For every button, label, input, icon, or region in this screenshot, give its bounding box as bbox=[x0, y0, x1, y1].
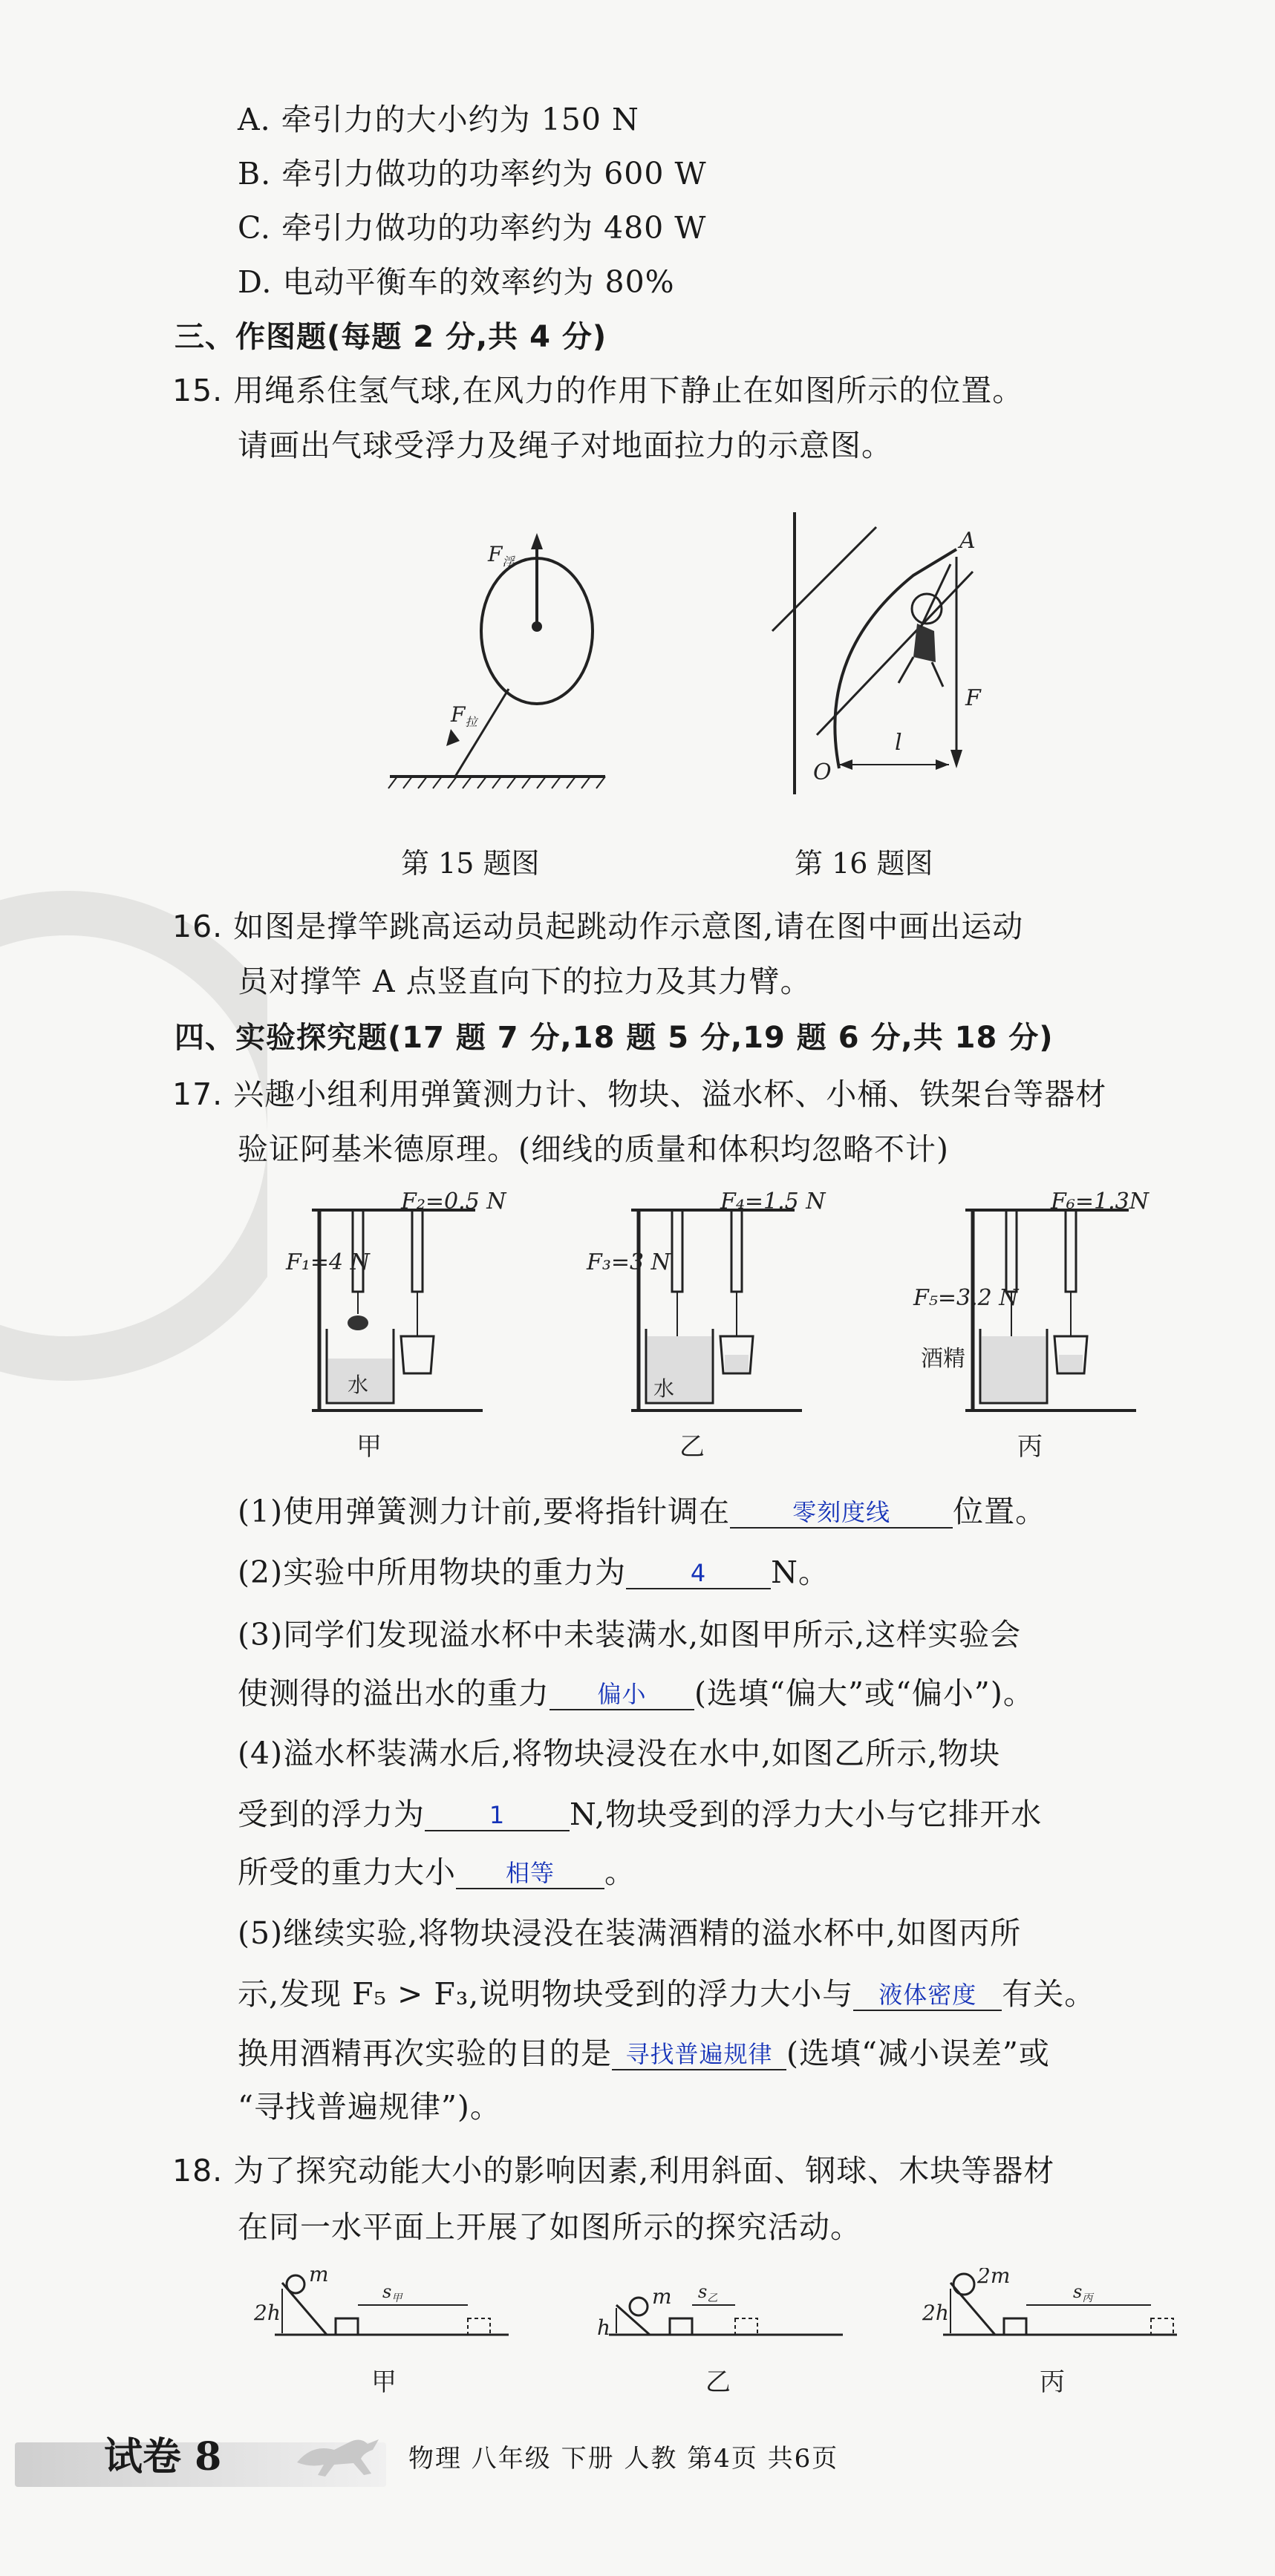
q17-part3-line1: (3)同学们发现溢水杯中未装满水,如图甲所示,这样实验会 bbox=[238, 1617, 1022, 1653]
option-d: D. 电动平衡车的效率约为 80% bbox=[238, 264, 675, 300]
q17-part4-answer2: 相等 bbox=[456, 1858, 604, 1889]
figure-18 bbox=[252, 2268, 1218, 2409]
q17-part3-answer: 偏小 bbox=[550, 1679, 694, 1710]
svg-text:s乙: $s_乙$ bbox=[698, 2281, 718, 2304]
q17-part5-answer1: 液体密度 bbox=[853, 1980, 1002, 2011]
fig18-setup-bing bbox=[922, 2268, 1177, 2397]
question-18-line1 bbox=[172, 2151, 1054, 2190]
question-17-number: 17. bbox=[172, 1076, 224, 1112]
question-15-number: 15. bbox=[172, 373, 224, 408]
section-heading-3: 三、作图题(每题 2 分,共 4 分) bbox=[175, 320, 607, 354]
option-b: B. 牵引力做功的功率约为 600 W bbox=[238, 156, 707, 192]
fig18-bing-mass: 2m bbox=[977, 2268, 1011, 2288]
question-15-line2: 请画出气球受浮力及绳子对地面拉力的示意图。 bbox=[238, 428, 893, 463]
svg-text:s丙: $s_丙$ bbox=[1073, 2281, 1093, 2304]
svg-text:F拉: $F_拉$ bbox=[451, 702, 477, 729]
q17-part2-answer: 4 bbox=[626, 1558, 771, 1589]
q17-part2: (2)实验中所用物块的重力为 4 N。 bbox=[238, 1555, 829, 1590]
figure-16 bbox=[765, 505, 1002, 802]
figure-17 bbox=[267, 1188, 1233, 1470]
q17-part4-answer1: 1 bbox=[425, 1800, 570, 1831]
fig17-bing-f-right: F₆=1.3N bbox=[1051, 1189, 1149, 1215]
question-16-number: 16. bbox=[172, 909, 224, 944]
question-16-line1 bbox=[172, 907, 1023, 946]
fig18-jia-dist: s bbox=[382, 2281, 392, 2302]
fig17-yi-liquid: 水 bbox=[653, 1376, 675, 1401]
fig17-yi-f-left: F₃=3 N bbox=[587, 1249, 671, 1275]
fig17-bing-liquid: 酒精 bbox=[921, 1346, 965, 1372]
q17-part4-line2: 受到的浮力为 1 N,物块受到的浮力大小与它排开水 bbox=[238, 1797, 1043, 1832]
q17-part3-line2: 使测得的溢出水的重力 偏小 (选填“偏大”或“偏小”)。 bbox=[238, 1676, 1034, 1711]
fig18-bing-caption: 丙 bbox=[1040, 2367, 1065, 2397]
question-18-line2: 在同一水平面上开展了如图所示的探究活动。 bbox=[238, 2209, 861, 2245]
figure-15 bbox=[382, 520, 613, 802]
fig18-yi-mass: m bbox=[652, 2284, 672, 2309]
q17-part5-line1: (5)继续实验,将物块浸没在装满酒精的溢水杯中,如图丙所 bbox=[238, 1915, 1022, 1951]
q17-part4-line3: 所受的重力大小 相等 。 bbox=[238, 1854, 636, 1890]
question-16-line2: 员对撑竿 A 点竖直向下的拉力及其力臂。 bbox=[238, 964, 812, 999]
figure-15-caption: 第 15 题图 bbox=[401, 847, 540, 880]
fig16-label-f: F bbox=[965, 685, 981, 711]
fig18-setup-yi bbox=[597, 2281, 843, 2397]
fig17-jia-f-left: F₁=4 N bbox=[286, 1249, 370, 1275]
fig18-yi-caption: 乙 bbox=[705, 2367, 731, 2397]
question-17-text: 兴趣小组利用弹簧测力计、物块、溢水杯、小桶、铁架台等器材 bbox=[233, 1076, 1107, 1112]
fig18-jia-mass: m bbox=[309, 2268, 329, 2286]
fig17-jia-f-right: F₂=0.5 N bbox=[401, 1189, 506, 1215]
watermark-decoration bbox=[0, 876, 267, 1396]
fig16-label-l: l bbox=[895, 730, 902, 756]
fig15-label-ffloat: F bbox=[488, 542, 503, 566]
fig17-bing-caption: 丙 bbox=[1017, 1432, 1043, 1462]
question-16-text: 如图是撑竿跳高运动员起跳动作示意图,请在图中画出运动 bbox=[233, 909, 1024, 944]
fig18-setup-jia bbox=[253, 2268, 509, 2397]
fig17-yi-caption: 乙 bbox=[679, 1432, 705, 1462]
fig18-jia-caption: 甲 bbox=[371, 2367, 397, 2397]
question-17-line2: 验证阿基米德原理。(细线的质量和体积均忽略不计) bbox=[238, 1131, 949, 1167]
question-15-line1 bbox=[172, 371, 1023, 410]
svg-text:F浮: $F_浮$ bbox=[488, 542, 515, 569]
option-c: C. 牵引力做功的功率约为 480 W bbox=[238, 210, 707, 246]
fig18-yi-height: h bbox=[597, 2315, 611, 2340]
q17-part1: (1)使用弹簧测力计前,要将指针调在 零刻度线 位置。 bbox=[238, 1494, 1047, 1529]
fig17-jia-liquid: 水 bbox=[348, 1373, 369, 1397]
q17-part5-line4: “寻找普遍规律”)。 bbox=[238, 2089, 501, 2125]
option-a: A. 牵引力的大小约为 150 N bbox=[238, 102, 639, 137]
q17-part5-answer2: 寻找普遍规律 bbox=[612, 2039, 786, 2070]
fig15-label-fpull: F bbox=[451, 702, 466, 727]
fig17-yi-f-right: F₄=1.5 N bbox=[720, 1189, 826, 1215]
fig18-bing-height: 2h bbox=[922, 2301, 949, 2325]
section-heading-4: 四、实验探究题(17 题 7 分,18 题 5 分,19 题 6 分,共 18 分) bbox=[175, 1021, 1054, 1055]
q17-part5-line2: 示,发现 F₅ > F₃,说明物块受到的浮力大小与 液体密度 有关。 bbox=[238, 1976, 1096, 2012]
svg-text:s甲: $s_甲$ bbox=[382, 2281, 402, 2304]
fig17-jia-caption: 甲 bbox=[356, 1432, 382, 1462]
fig16-label-a: A bbox=[959, 528, 976, 554]
q17-part4-line1: (4)溢水杯装满水后,将物块浸没在水中,如图乙所示,物块 bbox=[238, 1736, 1001, 1771]
horse-icon bbox=[290, 2429, 394, 2481]
fig18-bing-dist: s bbox=[1073, 2281, 1083, 2302]
figure-16-caption: 第 16 题图 bbox=[795, 847, 933, 880]
fig18-yi-dist: s bbox=[698, 2281, 708, 2302]
question-18-number: 18. bbox=[172, 2153, 224, 2188]
fig16-label-o: O bbox=[813, 759, 832, 785]
question-17-line1 bbox=[172, 1075, 1106, 1114]
q17-part5-line3: 换用酒精再次实验的目的是 寻找普遍规律 (选填“减小误差”或 bbox=[238, 2036, 1050, 2071]
fig18-jia-height: 2h bbox=[254, 2301, 281, 2325]
q17-part1-answer: 零刻度线 bbox=[730, 1497, 953, 1529]
fig17-apparatus-yi bbox=[631, 1210, 802, 1410]
fig17-apparatus-jia bbox=[312, 1210, 483, 1410]
question-18-text: 为了探究动能大小的影响因素,利用斜面、钢球、木块等器材 bbox=[233, 2153, 1055, 2188]
question-15-text: 用绳系住氢气球,在风力的作用下静止在如图所示的位置。 bbox=[233, 373, 1024, 408]
footer-info: 物理 八年级 下册 人教 第4页 共6页 bbox=[408, 2444, 839, 2474]
fig17-bing-f-left: F₅=3.2 N bbox=[913, 1285, 1019, 1311]
footer-title: 试卷 8 bbox=[104, 2434, 222, 2479]
